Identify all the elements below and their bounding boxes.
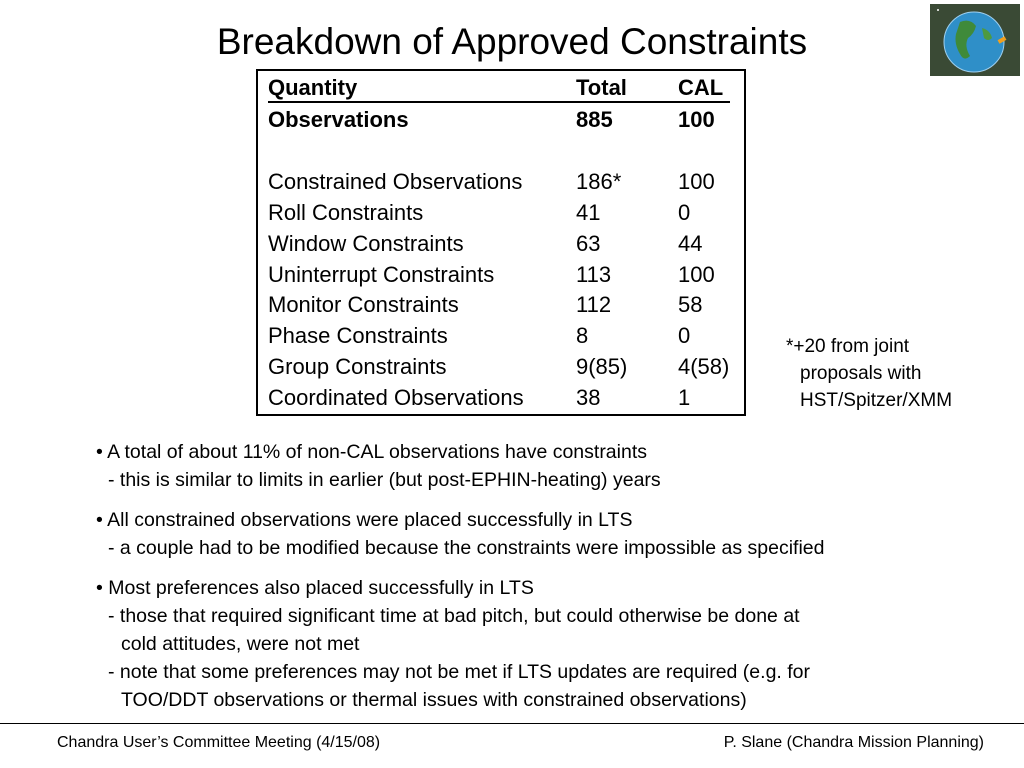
bullet-text: • Most preferences also placed successfully in LTS [96,577,534,599]
footnote-line: proposals with [800,363,922,384]
bullet-item [96,506,996,562]
slide-title: Breakdown of Approved Constraints [216,21,808,62]
bullet-list [96,438,996,726]
row-label: Coordinated Observations [268,385,524,410]
footer-divider [0,723,1024,724]
row-total: 9(85) [576,354,628,379]
bullet-item [96,438,996,494]
bullet-subtext: cold attitudes, were not met [121,633,360,655]
row-cal: 44 [678,231,703,256]
row-total: 38 [576,385,601,410]
constraints-table [256,69,746,416]
row-cal: 0 [678,200,691,225]
row-cal: 58 [678,292,703,317]
row-label: Constrained Observations [268,169,523,194]
row-cal: 1 [678,385,691,410]
bullet-subtext: TOO/DDT observations or thermal issues with constrained observations) [121,689,747,711]
footnote [786,333,952,414]
footnote-line: HST/Spitzer/XMM [800,390,953,411]
bullet-text: • All constrained observations were placed successfully in LTS [96,509,633,531]
row-label: Window Constraints [268,231,464,256]
row-label: Group Constraints [268,354,447,379]
row-cal: 100 [678,107,715,132]
row-total: 885 [576,107,613,132]
row-label: Roll Constraints [268,200,424,225]
row-total: 112 [576,292,612,317]
row-cal: 100 [678,169,715,194]
row-label: Uninterrupt Constraints [268,262,495,287]
footnote-line: *+20 from joint [786,336,910,357]
header-total: Total [576,75,627,100]
row-total: 186* [576,169,622,194]
row-cal: 0 [678,323,691,348]
row-total: 41 [576,200,601,225]
header-quantity: Quantity [268,75,358,100]
footer-meeting: Chandra User’s Committee Meeting (4/15/08) [57,734,381,751]
row-label: Monitor Constraints [268,292,459,317]
row-cal: 100 [678,262,715,287]
bullet-item [96,574,996,714]
row-cal: 4(58) [678,354,730,379]
bullet-subtext: - this is similar to limits in earlier (but post-EPHIN-heating) years [108,469,661,491]
bullet-subtext: - note that some preferences may not be met if LTS updates are required (e.g. for [108,661,810,683]
earth-satellite-logo [930,4,1020,76]
row-label: Phase Constraints [268,323,448,348]
header-cal: CAL [678,75,724,100]
row-total: 63 [576,231,601,256]
bullet-text: • A total of about 11% of non-CAL observations have constraints [96,441,647,463]
bullet-subtext: - a couple had to be modified because the constraints were impossible as specified [108,537,825,559]
row-label: Observations [268,107,409,132]
row-total: 8 [576,323,589,348]
footer-author: P. Slane (Chandra Mission Planning) [723,734,984,751]
header-underline [268,101,730,103]
bullet-subtext: - those that required significant time at bad pitch, but could otherwise be done at [108,605,800,627]
row-total: 113 [576,262,612,287]
